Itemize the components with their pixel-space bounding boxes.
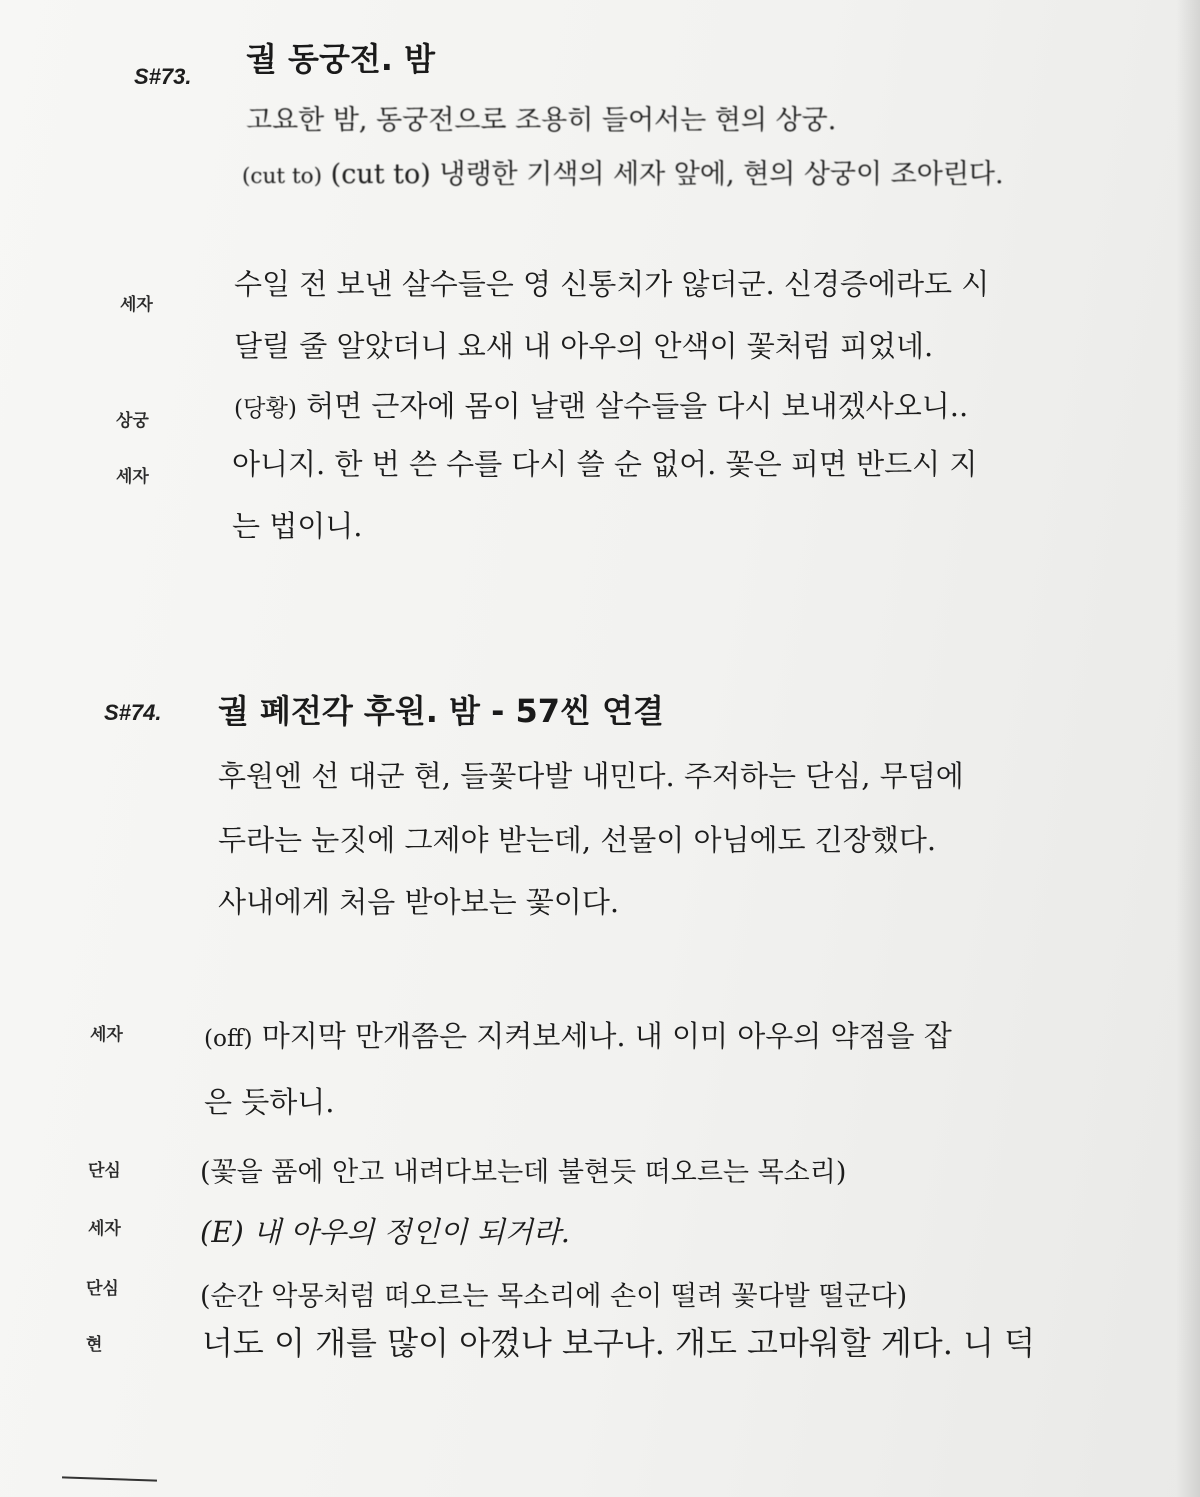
speaker-name: 세자 [120,295,153,315]
dialogue-line: 수일 전 보낸 살수들은 영 신통치가 않더군. 신경증에라도 시 [234,267,990,301]
speaker-name: 세자 [88,1219,121,1239]
dialogue-line [204,1014,952,1055]
parenthetical: (off) [204,1025,253,1052]
dialogue-line: 은 듯하니. [204,1085,335,1119]
dialogue-line: 는 법이니. [232,509,363,543]
stage-direction: (순간 악몽처럼 떠오르는 목소리에 손이 떨려 꽃다발 떨군다) [200,1281,908,1312]
dialogue-line: (E) 내 아우의 정인이 되거라. [200,1215,571,1249]
speaker-name: 단심 [86,1279,119,1299]
action-line: 두라는 눈짓에 그제야 받는데, 선물이 아님에도 긴장했다. [218,823,937,857]
action-line [242,152,1004,191]
dialogue-line: 너도 이 개를 많이 아꼈나 보구나. 개도 고마워할 게다. 니 덕 [202,1324,1036,1362]
scene-heading: 궐 폐전각 후원. 밤 - 57씬 연결 [218,692,664,730]
action-line-text: (cut to) 냉랭한 기색의 세자 앞에, 현의 상궁이 조아린다. [330,159,1004,190]
action-line: 고요한 밤, 동궁전으로 조용히 들어서는 현의 상궁. [246,105,837,136]
scene-number: S#74. [104,700,162,725]
speaker-name: 상궁 [116,411,149,431]
dialogue-line-text: 마지막 만개쯤은 지켜보세나. 내 이미 아우의 약점을 잡 [261,1019,952,1053]
speaker-name: 단심 [88,1161,121,1181]
page-edge-line [62,1476,157,1481]
parenthetical: (당황) [234,395,297,422]
action-line: 후원엔 선 대군 현, 들꽃다발 내민다. 주저하는 단심, 무덤에 [218,759,964,793]
dialogue-line: 달릴 줄 알았더니 요새 내 아우의 안색이 꽃처럼 피었네. [234,329,934,363]
speaker-name: 세자 [116,467,149,487]
cut-to-marker: (cut to) [242,164,323,189]
dialogue-line: 아니지. 한 번 쓴 수를 다시 쓸 순 없어. 꽃은 피면 반드시 지 [232,447,978,481]
speaker-name: 현 [86,1335,103,1355]
stage-direction: (꽃을 품에 안고 내려다보는데 불현듯 떠오르는 목소리) [200,1157,847,1188]
dialogue-line [234,384,968,425]
speaker-name: 세자 [90,1025,123,1045]
scene-heading: 궐 동궁전. 밤 [246,40,435,78]
scene-number: S#73. [134,64,192,89]
action-line: 사내에게 처음 받아보는 꽃이다. [218,885,620,919]
dialogue-line-text: 허면 근자에 몸이 날랜 살수들을 다시 보내겠사오니.. [306,389,969,423]
